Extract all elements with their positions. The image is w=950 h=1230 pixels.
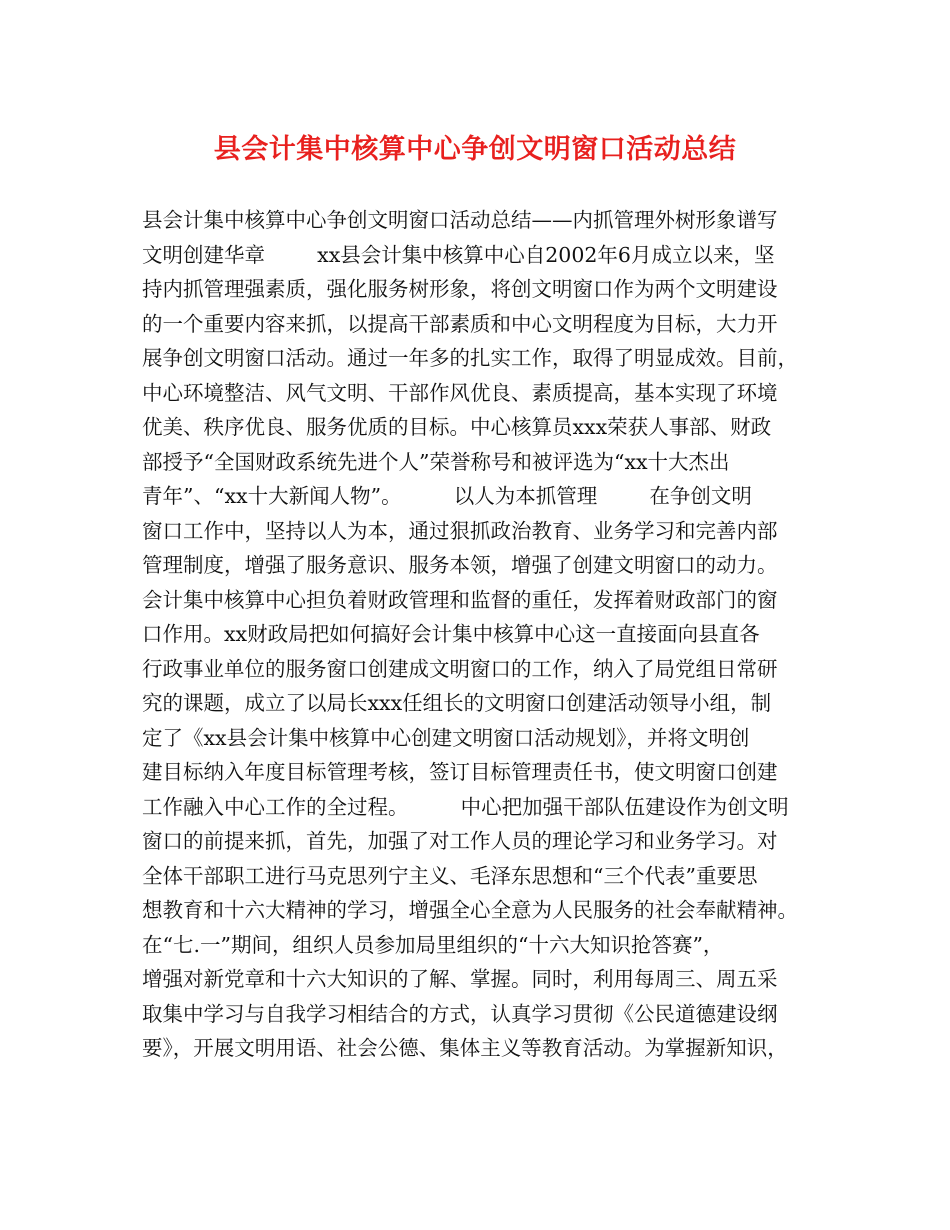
body-line: 增强对新党章和十六大知识的了解、掌握。同时，利用每周三、周五采 [142,967,778,991]
body-line: 持内抓管理强素质，强化服务树形象，将创文明窗口作为两个文明建设 [142,277,778,301]
body-line: 取集中学习与自我学习相结合的方式，认真学习贯彻《公民道德建设纲 [142,1001,778,1026]
body-line: 中心环境整洁、风气文明、干部作风优良、素质提高，基本实现了环境 [142,380,778,405]
body-line: 窗口的前提来抓，首先，加强了对工作人员的理论学习和业务学习。对 [142,829,778,853]
body-line: 会计集中核算中心担负着财政管理和监督的重任，发挥着财政部门的窗 [142,587,778,612]
document-title: 县会计集中核算中心争创文明窗口活动总结 [213,134,737,165]
body-line: 全体干部职工进行马克思列宁主义、毛泽东思想和“三个代表”重要思 [142,863,758,888]
body-line: 优美、秩序优良、服务优质的目标。中心核算员xxx荣获人事部、财政 [142,415,772,439]
body-line: 文明创建华章 xx县会计集中核算中心自2002年6月成立以来，坚 [142,242,775,267]
body-line: 口作用。xx财政局把如何搞好会计集中核算中心这一直接面向县直各 [142,622,760,646]
body-line: 工作融入中心工作的全过程。 中心把加强干部队伍建设作为创文明 [142,794,789,819]
body-line: 想教育和十六大精神的学习，增强全心全意为人民服务的社会奉献精神。 [142,898,798,922]
body-line: 窗口工作中，坚持以人为本，通过狠抓政治教育、业务学习和完善内部 [142,518,778,543]
body-line: 管理制度，增强了服务意识、服务本领，增强了创建文明窗口的动力。 [142,553,778,577]
body-line: 定了《xx县会计集中核算中心创建文明窗口活动规划》，并将文明创 [142,725,750,750]
body-line: 展争创文明窗口活动。通过一年多的扎实工作，取得了明显成效。目前， [142,346,798,370]
body-line: 要》，开展文明用语、社会公德、集体主义等教育活动。为掌握新知识， [142,1036,788,1060]
body-line: 青年”、“xx十大新闻人物”。 以人为本抓管理 在争创文明 [142,484,752,508]
body-line: 部授予“全国财政系统先进个人”荣誉称号和被评选为“xx十大杰出 [142,449,730,474]
body-line: 究的课题，成立了以局长xxx任组长的文明窗口创建活动领导小组，制 [142,691,772,715]
body-line: 行政事业单位的服务窗口创建成文明窗口的工作，纳入了局党组日常研 [142,656,778,681]
body-line: 的一个重要内容来抓，以提高干部素质和中心文明程度为目标，大力开 [142,311,778,336]
body-line: 建目标纳入年度目标管理考核，签订目标管理责任书，使文明窗口创建 [142,760,778,784]
body-line: 在“七.一”期间，组织人员参加局里组织的“十六大知识抢答赛”， [142,932,724,957]
body-line: 县会计集中核算中心争创文明窗口活动总结——内抓管理外树形象谱写 [142,208,778,232]
document-body [142,203,832,1066]
